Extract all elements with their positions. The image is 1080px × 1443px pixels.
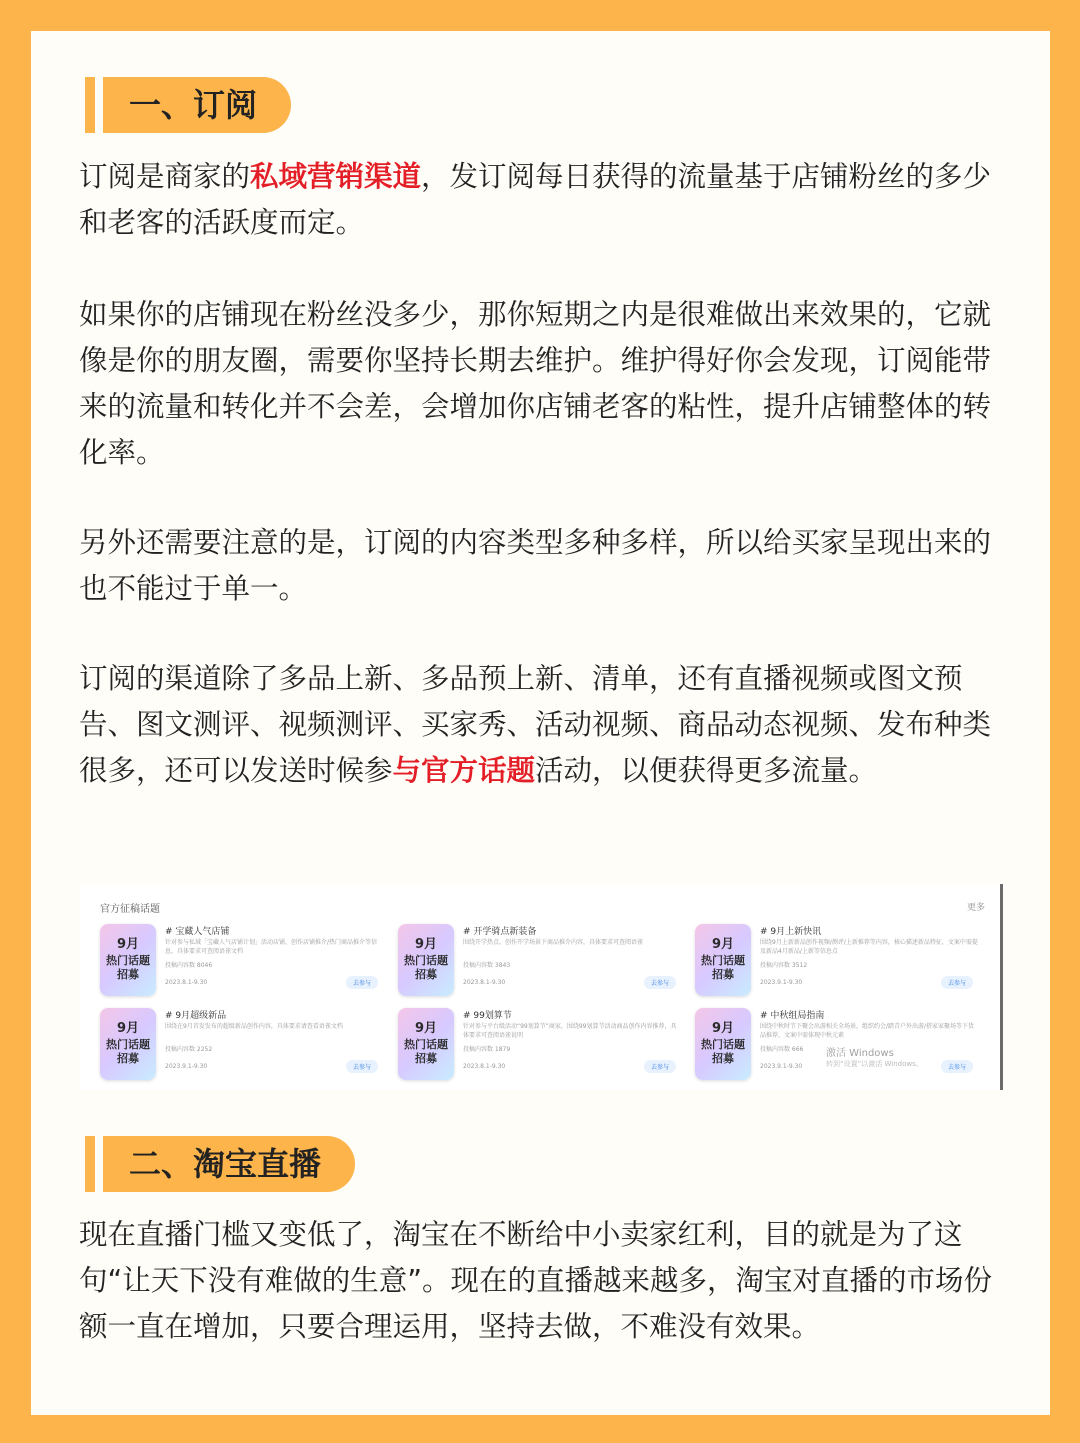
more-link[interactable]: 更多 — [966, 903, 985, 913]
topic-card[interactable] — [398, 924, 684, 1002]
topic-desc: 围绕9月上新新品创作视频/测评/上新推荐等内容，核心描述新品特征，文案中需提及新品4月新品/上新等信息点 — [760, 939, 978, 955]
join-button[interactable]: 去参与 — [644, 1060, 676, 1073]
paragraph-4: 订阅的渠道除了多品上新、多品预上新、清单，还有直播视频或图文预告、图文测评、视频测评、买家秀、活动视频、商品动态视频、发布种类很多，还可以发送时候参与官方话题活动，以便获得更多流量。 — [79, 662, 992, 787]
join-button[interactable]: 去参与 — [941, 1060, 973, 1073]
topic-count: 投稿内容数 3843 — [463, 962, 511, 969]
join-button[interactable]: 去参与 — [644, 976, 676, 989]
section-title: 二、淘宝直播 — [103, 1136, 355, 1192]
topic-thumbnail: 9月 热门话题 招募 — [695, 924, 751, 996]
topic-count: 投稿内容数 2252 — [165, 1046, 213, 1053]
panel-title: 官方征稿话题 — [100, 904, 160, 915]
topic-date: 2023.9.1-9.30 — [760, 1063, 803, 1070]
section-title: 一、订阅 — [103, 77, 291, 133]
windows-watermark-overlay — [826, 1044, 923, 1069]
topic-thumbnail: 9月 热门话题 招募 — [398, 924, 454, 996]
topic-tag: # 宝藏人气店铺 — [165, 927, 230, 937]
article-card — [31, 31, 1050, 1415]
topic-count: 投稿内容数 3512 — [760, 962, 808, 969]
topic-desc: 围绕开学热点，创作开学场景下商品推介内容，具体要求可查阅语雀 — [463, 939, 644, 946]
topic-date: 2023.9.1-9.30 — [165, 1063, 208, 1070]
topic-card[interactable] — [100, 924, 386, 1002]
topic-thumbnail: 9月 热门话题 招募 — [398, 1008, 454, 1080]
topic-date: 2023.8.1-9.30 — [463, 979, 506, 986]
paragraph-5: 现在直播门槛又变低了，淘宝在不断给中小卖家红利，目的就是为了这句“让天下没有难做的生意”。现在的直播越来越多，淘宝对直播的市场份额一直在增加，只要合理运用，坚持去做，不难没有效果。 — [79, 1218, 993, 1343]
topic-tag: # 9月超级新品 — [165, 1011, 227, 1021]
topic-card[interactable] — [398, 1008, 684, 1086]
topic-count: 投稿内容数 1879 — [463, 1046, 511, 1053]
heading-accent-bar — [85, 77, 95, 133]
topic-tag: # 中秋组局指南 — [760, 1011, 825, 1021]
topic-thumbnail: 9月 热门话题 招募 — [100, 1008, 156, 1080]
highlight-official-topic: 与官方话题 — [392, 754, 536, 787]
official-topics-screenshot — [80, 884, 1003, 1090]
paragraph-3: 另外还需要注意的是，订阅的内容类型多种多样，所以给买家呈现出来的也不能过于单一。 — [79, 526, 992, 605]
topic-thumbnail: 9月 热门话题 招募 — [100, 924, 156, 996]
join-button[interactable]: 去参与 — [346, 1060, 378, 1073]
topic-tag: # 99划算节 — [463, 1011, 512, 1021]
topic-date: 2023.8.1-9.30 — [463, 1063, 506, 1070]
topic-date: 2023.8.1-9.30 — [165, 979, 208, 986]
paragraph-1: 订阅是商家的私域营销渠道，发订阅每日获得的流量基于店铺粉丝的多少和老客的活跃度而定。 — [79, 160, 992, 239]
screenshot-edge — [1000, 884, 1003, 1090]
join-button[interactable]: 去参与 — [346, 976, 378, 989]
paragraph-2: 如果你的店铺现在粉丝没多少，那你短期之内是很难做出来效果的，它就像是你的朋友圈，需要你坚持长期去维护。维护得好你会发现，订阅能带来的流量和转化并不会差，会增加你店铺老客的粘性，提升店铺整体的转化率。 — [79, 298, 992, 469]
topic-count: 投稿内容数 666 — [760, 1046, 804, 1053]
topic-card[interactable] — [100, 1008, 386, 1086]
topic-desc: 围绕在9月首发发布的超级新品创作内容，具体要求请查看语雀文档 — [165, 1023, 343, 1030]
heading-accent-bar — [85, 1136, 95, 1192]
watermark-title: 激活 Windows — [826, 1048, 894, 1059]
topic-date: 2023.9.1-9.30 — [760, 979, 803, 986]
topic-thumbnail: 9月 热门话题 招募 — [695, 1008, 751, 1080]
topic-count: 投稿内容数 8046 — [165, 962, 213, 969]
topic-card[interactable] — [695, 924, 981, 1002]
topic-desc: 围绕中秋时节下聚会出游相关全场景，组织约会/踏青户外出游/搭家家聚场等下货品推荐，文案中需体现中秋元素 — [760, 1023, 975, 1039]
topic-desc: 针对参与私域「宝藏人气店铺计划」活动店铺，创作店铺推介/热门商品推介等信息，具体要求可查阅语雀文档 — [165, 939, 378, 955]
topic-tag: # 开学骑点新装备 — [463, 927, 537, 937]
topic-tag: # 9月上新快讯 — [760, 927, 822, 937]
highlight-private-channel: 私域营销渠道 — [250, 160, 422, 193]
topic-desc: 针对参与平台级活动“99划算节”商家，围绕99划算节活动商品创作内容推荐，具体要求可查阅语雀说明 — [463, 1023, 677, 1039]
watermark-subtitle: 转到“设置”以激活 Windows。 — [826, 1060, 923, 1068]
join-button[interactable]: 去参与 — [941, 976, 973, 989]
